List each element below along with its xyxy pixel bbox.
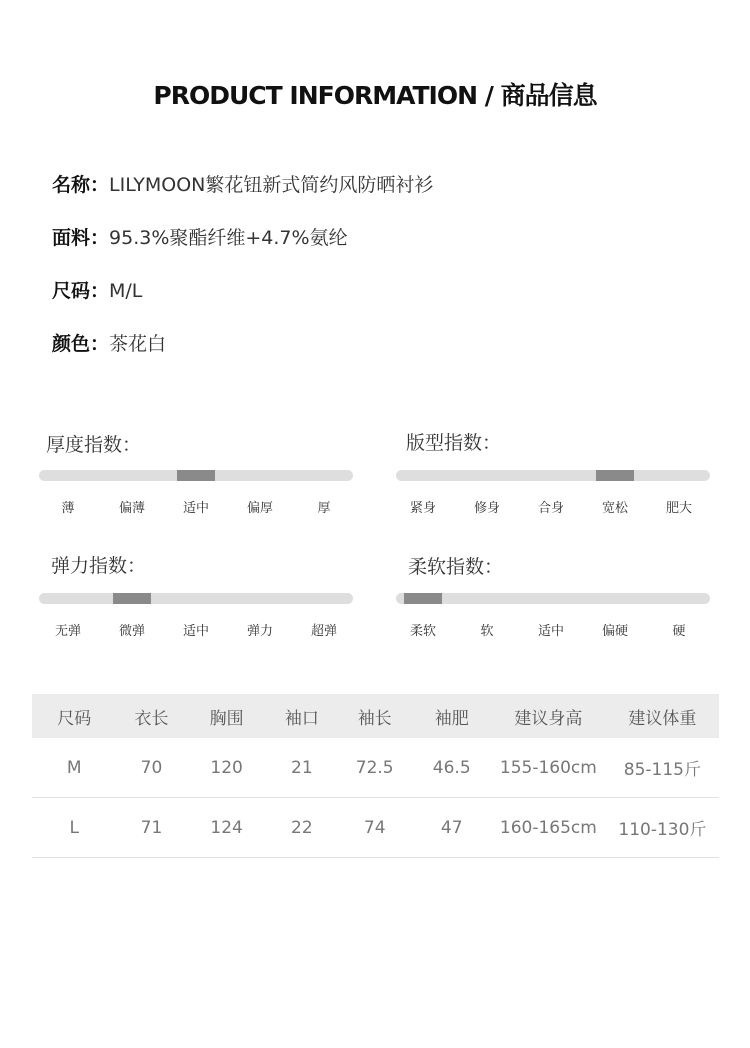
info-key: 名称： (52, 174, 110, 196)
info-size-row (52, 276, 142, 303)
table-header: 衣长 (116, 694, 186, 738)
table-cell: 155-160cm (491, 738, 606, 798)
softness-index-levels (396, 620, 710, 638)
table-cell: 22 (267, 798, 337, 858)
info-name-row (52, 170, 433, 197)
thickness-level: 厚 (317, 501, 331, 516)
table-cell: 160-165cm (491, 798, 606, 858)
size-table (32, 694, 719, 858)
info-fabric-row (52, 223, 348, 250)
stretch-level: 微弹 (118, 624, 146, 639)
table-header: 建议身高 (491, 694, 606, 738)
softness-level: 硬 (672, 624, 686, 639)
table-header: 袖肥 (412, 694, 490, 738)
fit-level: 宽松 (601, 501, 629, 516)
table-cell: 46.5 (412, 738, 490, 798)
info-color-row (52, 329, 166, 356)
stretch-index-levels (39, 620, 353, 638)
stretch-index-marker (113, 593, 151, 604)
table-row (32, 738, 719, 798)
thickness-level: 适中 (182, 501, 210, 516)
softness-level: 柔软 (409, 624, 437, 639)
table-cell: 124 (187, 798, 267, 858)
table-header: 胸围 (187, 694, 267, 738)
info-value: M/L (109, 280, 143, 302)
info-key: 尺码： (52, 280, 110, 302)
softness-level: 软 (480, 624, 494, 639)
thickness-level: 偏薄 (118, 501, 146, 516)
fit-index-levels (396, 497, 710, 515)
table-cell: 47 (412, 798, 490, 858)
info-key: 面料： (52, 227, 110, 249)
table-cell: 74 (337, 798, 413, 858)
fit-index-title: 版型指数： (406, 432, 502, 454)
info-value: 95.3%聚酯纤维+4.7%氨纶 (109, 227, 348, 249)
table-cell: 110-130斤 (606, 798, 719, 858)
table-header: 尺码 (32, 694, 116, 738)
info-value: 茶花白 (109, 333, 167, 355)
fit-index-marker (596, 470, 634, 481)
softness-index-marker (404, 593, 442, 604)
thickness-index-title: 厚度指数： (46, 434, 142, 456)
thickness-index-marker (177, 470, 215, 481)
softness-level: 适中 (537, 624, 565, 639)
thickness-index-levels (39, 497, 353, 515)
table-cell: L (32, 798, 116, 858)
stretch-index-bar (39, 593, 353, 604)
table-header: 袖长 (337, 694, 413, 738)
stretch-level: 弹力 (246, 624, 274, 639)
table-row (32, 798, 719, 858)
softness-index-bar (396, 593, 710, 604)
softness-index-title: 柔软指数： (408, 556, 504, 578)
stretch-level: 适中 (182, 624, 210, 639)
fit-level: 紧身 (409, 501, 437, 516)
thickness-level: 偏厚 (246, 501, 274, 516)
info-value: LILYMOON繁花钮新式简约风防晒衬衫 (109, 174, 434, 196)
fit-level: 合身 (537, 501, 565, 516)
info-key: 颜色： (52, 333, 110, 355)
table-header: 袖口 (267, 694, 337, 738)
table-cell: 71 (116, 798, 186, 858)
fit-level: 修身 (473, 501, 501, 516)
table-cell: 120 (187, 738, 267, 798)
stretch-index-title: 弹力指数： (51, 555, 147, 577)
fit-index-bar (396, 470, 710, 481)
table-cell: 21 (267, 738, 337, 798)
page-title: PRODUCT INFORMATION / 商品信息 (153, 81, 597, 110)
stretch-level: 无弹 (54, 624, 82, 639)
table-cell: 72.5 (337, 738, 413, 798)
table-cell: 85-115斤 (606, 738, 719, 798)
table-cell: 70 (116, 738, 186, 798)
thickness-level: 薄 (61, 501, 75, 516)
table-header: 建议体重 (606, 694, 719, 738)
table-header-row (32, 694, 719, 738)
stretch-level: 超弹 (310, 624, 338, 639)
fit-level: 肥大 (665, 501, 693, 516)
table-cell: M (32, 738, 116, 798)
softness-level: 偏硬 (601, 624, 629, 639)
thickness-index-bar (39, 470, 353, 481)
